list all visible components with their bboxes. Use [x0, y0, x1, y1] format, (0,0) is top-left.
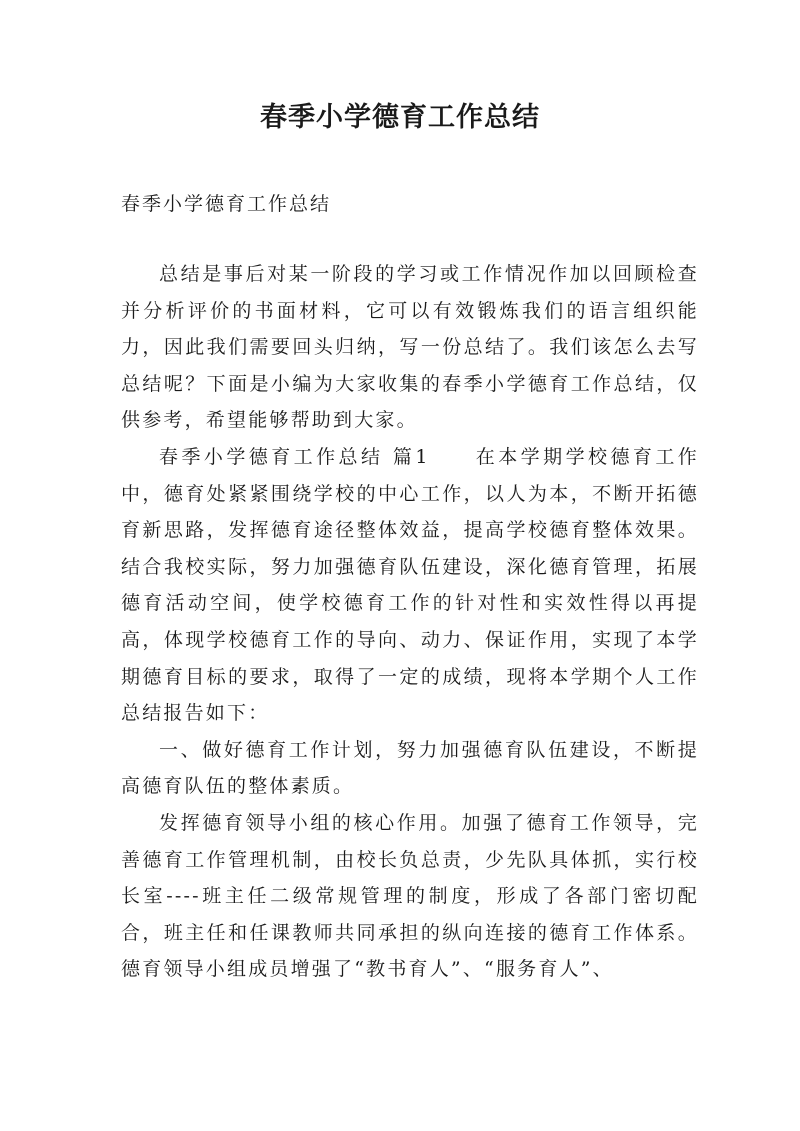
document-body	[121, 256, 699, 988]
paragraph-section-1: 春季小学德育工作总结 篇1 在本学期学校德育工作中，德育处紧紧围绕学校的中心工作，以人为本，不断开拓德育新思路，发挥德育途径整体效益，提高学校德育整体效果。结合我校实际，努力加强德育队伍建设，深化德育管理，拓展德育活动空间，使学校德育工作的针对性和实效性得以再提高，体现学校德育工作的导向、动力、保证作用，实现了本学期德育目标的要求，取得了一定的成绩，现将本学期个人工作总结报告如下：	[121, 445, 699, 725]
paragraph-intro: 总结是事后对某一阶段的学习或工作情况作加以回顾检查并分析评价的书面材料，它可以有效锻炼我们的语言组织能力，因此我们需要回头归纳，写一份总结了。我们该怎么去写总结呢？下面是小编为大家收集的春季小学德育工作总结，仅供参考，希望能够帮助到大家。	[121, 263, 699, 432]
document-title: 春季小学德育工作总结	[260, 102, 540, 133]
document-subtitle: 春季小学德育工作总结	[121, 193, 332, 215]
paragraph-leadership: 发挥德育领导小组的核心作用。加强了德育工作领导，完善德育工作管理机制，由校长负总责，少先队具体抓，实行校长室----班主任二级常规管理的制度，形成了各部门密切配合，班主任和任课教师共同承担的纵向连接的德育工作体系。德育领导小组成员增强了“教书育人”、“服务育人”、	[121, 811, 699, 981]
paragraph-heading-1: 一、做好德育工作计划，努力加强德育队伍建设，不断提高德育队伍的整体素质。	[121, 738, 699, 798]
